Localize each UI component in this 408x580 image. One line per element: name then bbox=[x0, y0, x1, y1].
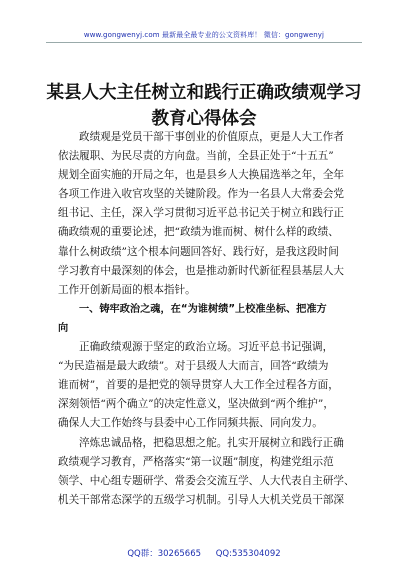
footer-qq-group: QQ群：30265665 bbox=[127, 549, 202, 559]
document-title bbox=[40, 80, 368, 132]
body-line: 淬炼忠诚品格，把稳思想之舵。扎实开展树立和践行正确 bbox=[79, 436, 344, 449]
body-line: 靠什么树政绩”这个根本问题回答好、践行好，是我这段时间 bbox=[58, 245, 339, 258]
body-line: 确政绩观的重要论述，把“政绩为谁而树、树什么样的政绩、 bbox=[58, 226, 339, 239]
body-line: 机关干部常态深学的五级学习机制。引导人大机关党员干部深 bbox=[58, 493, 345, 506]
body-line: 依法履职、为民尽责的方向盘。当前，全县正处于“十五五” bbox=[58, 150, 334, 163]
section-heading: 一、铸牢政治之魂，在“为谁树绩”上校准坐标、把准方 bbox=[79, 303, 327, 315]
page-footer bbox=[0, 547, 408, 559]
footer-qq: QQ:535304092 bbox=[215, 549, 281, 559]
body-line: 政绩观学习教育，严格落实“第一议题”制度，构建党组示范 bbox=[58, 455, 334, 468]
body-line: “为民造福是最大政绩”。对于县级人大而言，回答“政绩为 bbox=[58, 360, 329, 373]
body-line: 工作开创新局面的根本指针。 bbox=[58, 283, 196, 296]
header-divider bbox=[46, 42, 362, 43]
body-line: 确保人大工作始终与县委中心工作同频共振、同向发力。 bbox=[58, 417, 323, 430]
section-heading-continued: 向 bbox=[58, 322, 69, 334]
body-line: 规划全面实施的开局之年，也是县乡人大换届选举之年，全年 bbox=[58, 169, 345, 182]
body-line: 谁而树”，首要的是把党的领导贯穿人大工作全过程各方面， bbox=[58, 379, 339, 392]
body-line: 组书记、主任，深入学习贯彻习近平总书记关于树立和践行正 bbox=[58, 207, 345, 220]
title-line-2: 教育心得体会 bbox=[151, 109, 257, 129]
body-line: 深刻领悟“两个确立”的决定性意义，坚决做到“两个维护”， bbox=[58, 398, 334, 411]
body-line: 正确政绩观源于坚定的政治立场。习近平总书记强调， bbox=[79, 341, 334, 354]
site-header-text: www.gongwenyj.com 最新最全最专业的公文资料库！ 微信：gongwenyj bbox=[83, 31, 325, 39]
body-line: 各项工作进入收官攻坚的关键阶段。作为一名县人大常委会党 bbox=[58, 188, 345, 201]
body-line: 学习教育中最深刻的体会，也是推动新时代新征程县基层人大 bbox=[58, 264, 345, 277]
title-line-1: 某县人大主任树立和践行正确政绩观学习 bbox=[46, 83, 362, 103]
body-line: 政绩观是党员干部干事创业的价值原点，更是人大工作者 bbox=[79, 131, 344, 143]
body-line: 领学、中心组专题研学、常委会交流互学、人大代表自主研学、 bbox=[58, 474, 355, 487]
document-body bbox=[58, 128, 354, 510]
